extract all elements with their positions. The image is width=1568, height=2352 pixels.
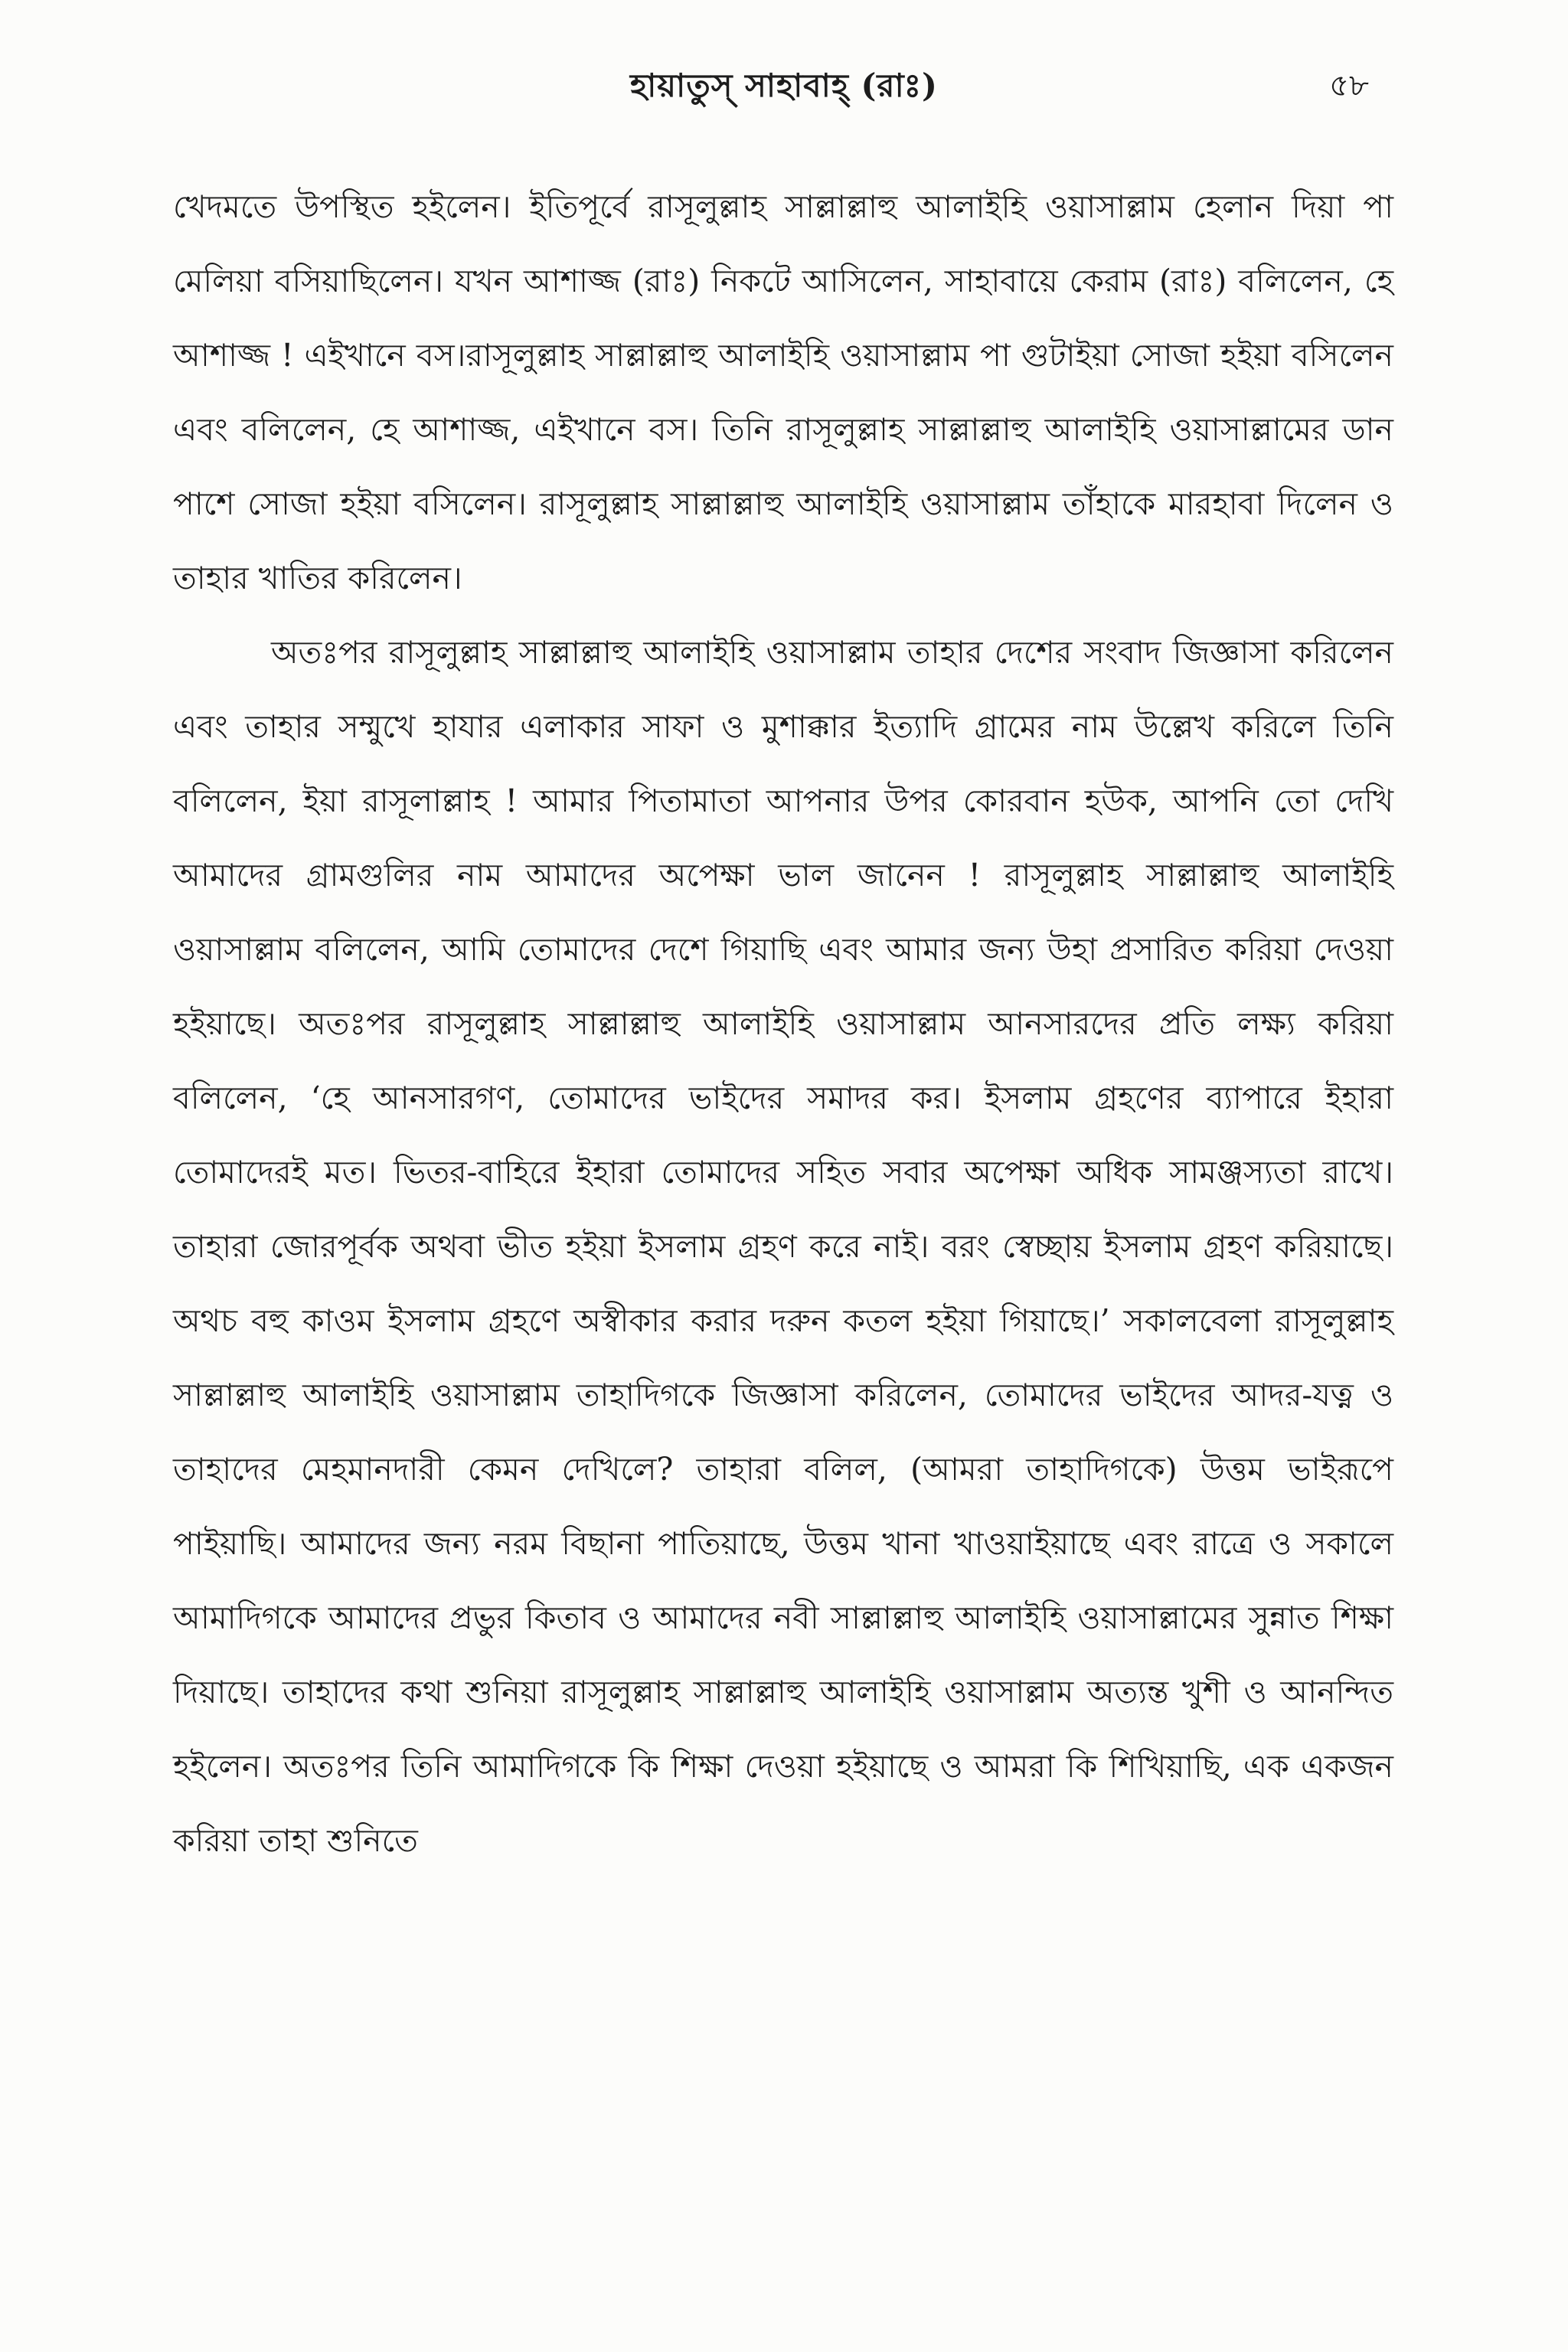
body-text bbox=[173, 170, 1393, 1878]
book-title: হায়াতুস্ সাহাবাহ্ (রাঃ) bbox=[630, 67, 938, 104]
paragraph-2: অতঃপর রাসূলুল্লাহ সাল্লাল্লাহু আলাইহি ওয়াসাল্লাম তাহার দেশের সংবাদ জিজ্ঞাসা করিলেন এবং তাহার সম্মুখে হাযার এলাকার সাফা ও মুশাক্কার ইত্যাদি গ্রামের নাম উল্লেখ করিলে তিনি বলিলেন, ইয়া রাসূলাল্লাহ ! আমার পিতামাতা আপনার উপর কোরবান হউক, আপনি তো দেখি আমাদের গ্রামগুলির নাম আমাদের অপেক্ষা ভাল জানেন ! রাসূলুল্লাহ সাল্লাল্লাহু আলাইহি ওয়াসাল্লাম বলিলেন, আমি তোমাদের দেশে গিয়াছি এবং আমার জন্য উহা প্রসারিত করিয়া দেওয়া হইয়াছে। অতঃপর রাসূলুল্লাহ সাল্লাল্লাহু আলাইহি ওয়াসাল্লাম আনসারদের প্রতি লক্ষ্য করিয়া বলিলেন, ‘হে আনসারগণ, তোমাদের ভাইদের সমাদর কর। ইসলাম গ্রহণের ব্যাপারে ইহারা তোমাদেরই মত। ভিতর-বাহিরে ইহারা তোমাদের সহিত সবার অপেক্ষা অধিক সামঞ্জস্যতা রাখে। তাহারা জোরপূর্বক অথবা ভীত হইয়া ইসলাম গ্রহণ করে নাই। বরং স্বেচ্ছায় ইসলাম গ্রহণ করিয়াছে। অথচ বহু কাওম ইসলাম গ্রহণে অস্বীকার করার দরুন কতল হইয়া গিয়াছে।’ সকালবেলা রাসূলুল্লাহ সাল্লাল্লাহু আলাইহি ওয়াসাল্লাম তাহাদিগকে জিজ্ঞাসা করিলেন, তোমাদের ভাইদের আদর-যত্ন ও তাহাদের মেহমানদারী কেমন দেখিলে? তাহারা বলিল, (আমরা তাহাদিগকে) উত্তম ভাইরূপে পাইয়াছি। আমাদের জন্য নরম বিছানা পাতিয়াছে, উত্তম খানা খাওয়াইয়াছে এবং রাত্রে ও সকালে আমাদিগকে আমাদের প্রভুর কিতাব ও আমাদের নবী সাল্লাল্লাহু আলাইহি ওয়াসাল্লামের সুন্নাত শিক্ষা দিয়াছে। তাহাদের কথা শুনিয়া রাসূলুল্লাহ সাল্লাল্লাহু আলাইহি ওয়াসাল্লাম অত্যন্ত খুশী ও আনন্দিত হইলেন। অতঃপর তিনি আমাদিগকে কি শিক্ষা দেওয়া হইয়াছে ও আমরা কি শিখিয়াছি, এক একজন করিয়া তাহা শুনিতে bbox=[173, 634, 1393, 1859]
running-header bbox=[0, 55, 1568, 116]
paragraph-1: খেদমতে উপস্থিত হইলেন। ইতিপূর্বে রাসূলুল্লাহ সাল্লাল্লাহু আলাইহি ওয়াসাল্লাম হেলান দিয়া পা মেলিয়া বসিয়াছিলেন। যখন আশাজ্জ (রাঃ) নিকটে আসিলেন, সাহাবায়ে কেরাম (রাঃ) বলিলেন, হে আশাজ্জ ! এইখানে বস।রাসূলুল্লাহ সাল্লাল্লাহু আলাইহি ওয়াসাল্লাম পা গুটাইয়া সোজা হইয়া বসিলেন এবং বলিলেন, হে আশাজ্জ, এইখানে বস। তিনি রাসূলুল্লাহ সাল্লাল্লাহু আলাইহি ওয়াসাল্লামের ডান পাশে সোজা হইয়া বসিলেন। রাসূলুল্লাহ সাল্লাল্লাহু আলাইহি ওয়াসাল্লাম তাঁহাকে মারহাবা দিলেন ও তাহার খাতির করিলেন। bbox=[173, 188, 1393, 596]
page-number: ৫৮ bbox=[1329, 68, 1369, 103]
